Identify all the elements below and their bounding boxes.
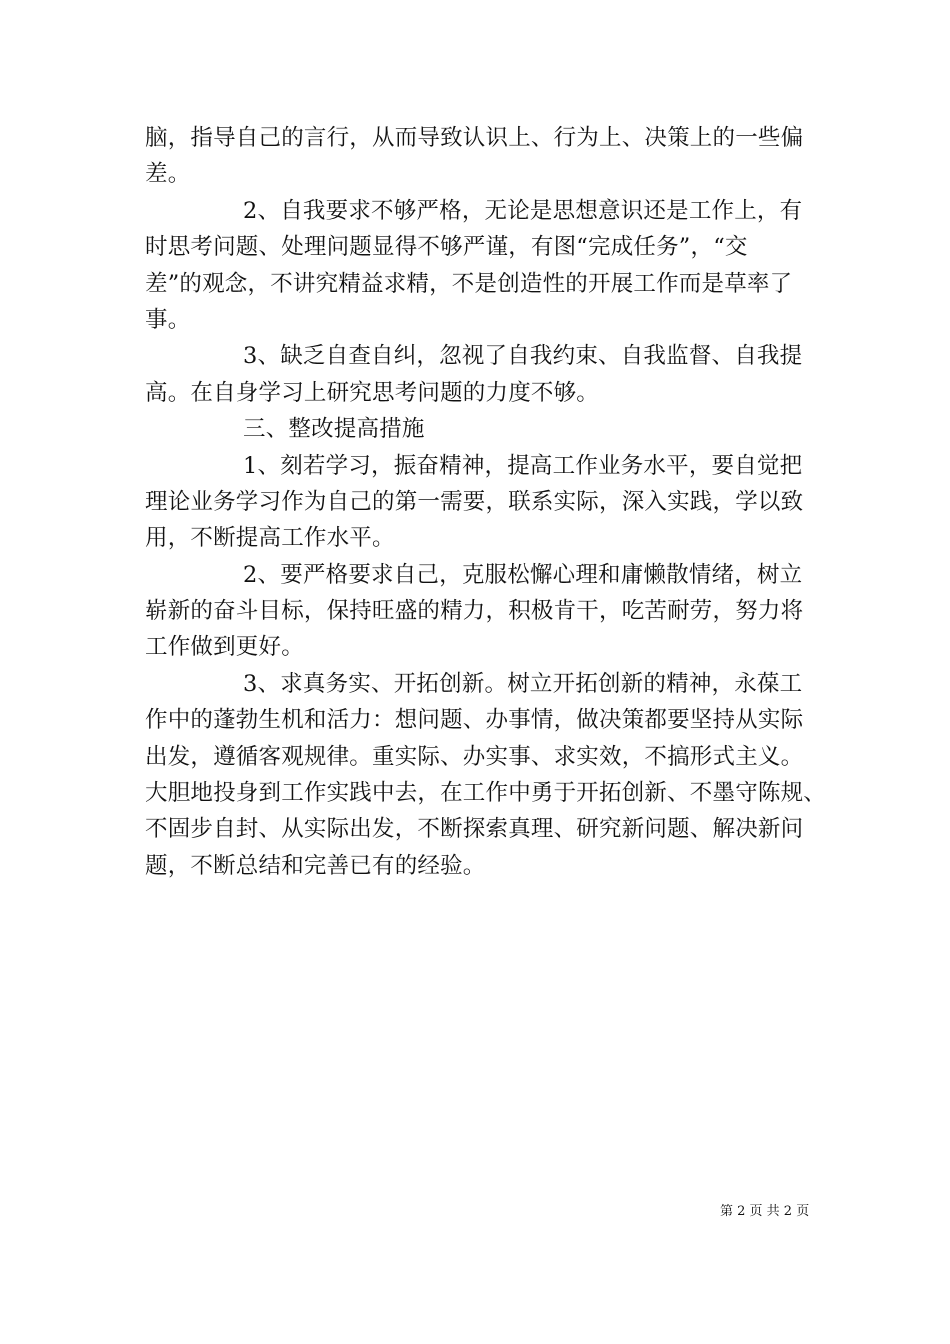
text-line: 题，不断总结和完善已有的经验。	[145, 852, 486, 879]
text-line: 差”的观念，不讲究精益求精，不是创造性的开展工作而是草率了	[145, 270, 793, 297]
text-line: 2、要严格要求自己，克服松懈心理和庸懒散情绪，树立	[243, 561, 803, 588]
text-line: 高。在自身学习上研究思考问题的力度不够。	[145, 379, 600, 406]
section-heading: 三、整改提高措施	[243, 416, 425, 443]
text-line: 出发，遵循客观规律。重实际、办实事、求实效，不搞形式主义。	[145, 743, 804, 770]
text-line: 2、自我要求不够严格，无论是思想意识还是工作上，有	[243, 197, 803, 224]
text-line: 工作做到更好。	[145, 634, 304, 661]
text-line: 大胆地投身到工作实践中去，在工作中勇于开拓创新、不墨守陈规、	[145, 780, 827, 807]
document-body	[145, 120, 827, 884]
text-line: 理论业务学习作为自己的第一需要，联系实际，深入实践，学以致	[145, 488, 804, 515]
text-line: 不固步自封、从实际出发，不断探索真理、研究新问题、解决新问	[145, 816, 804, 843]
text-line: 崭新的奋斗目标，保持旺盛的精力，积极肯干，吃苦耐劳，努力将	[145, 598, 804, 625]
text-line: 用，不断提高工作水平。	[145, 525, 395, 552]
text-line: 3、求真务实、开拓创新。树立开拓创新的精神，永葆工	[243, 670, 803, 697]
text-line: 脑，指导自己的言行，从而导致认识上、行为上、决策上的一些偏	[145, 125, 804, 151]
text-line: 差。	[145, 161, 191, 188]
text-line: 事。	[145, 306, 191, 333]
text-line: 时思考问题、处理问题显得不够严谨，有图“完成任务”，“交	[145, 234, 748, 261]
text-line: 3、缺乏自查自纠，忽视了自我约束、自我监督、自我提	[243, 343, 803, 370]
text-line: 作中的蓬勃生机和活力：想问题、办事情，做决策都要坚持从实际	[145, 707, 804, 734]
page-number-footer: 第 2 页 共 2 页	[720, 1204, 810, 1219]
text-line: 1、刻若学习，振奋精神，提高工作业务水平，要自觉把	[243, 452, 803, 479]
